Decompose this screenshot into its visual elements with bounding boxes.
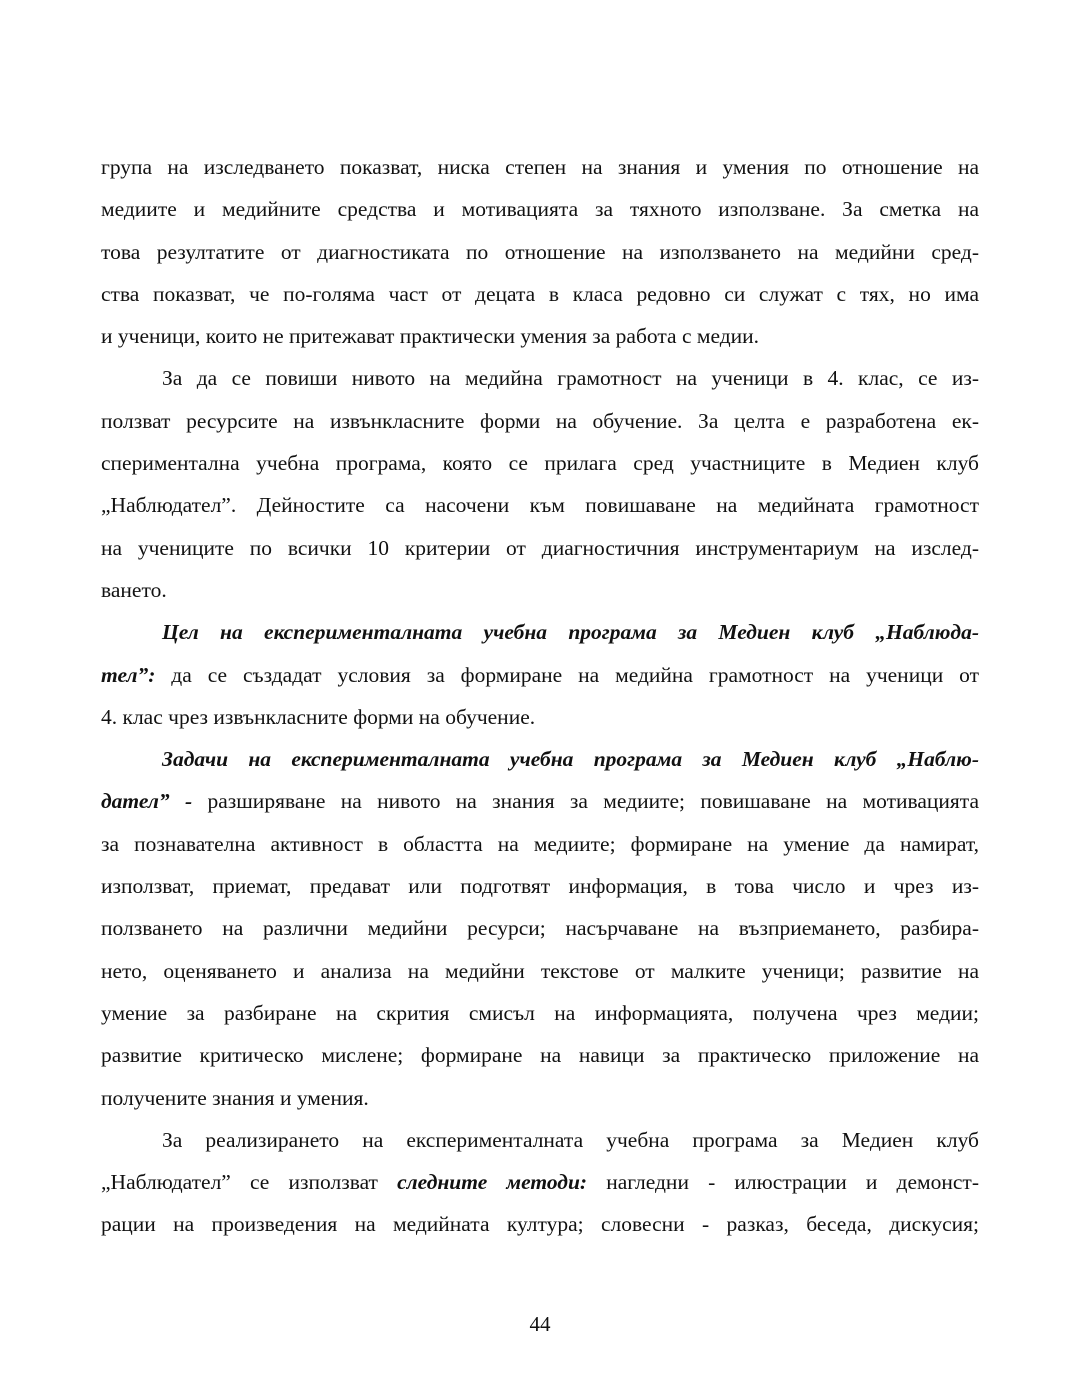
tasks-text: разширяване на нивото на знания за медиите; повишаване на мотивацията xyxy=(192,789,979,814)
goal-text: да се създадат условия за формиране на медийна грамотност на ученици от xyxy=(155,662,979,687)
paragraph-1-line-3: това резултатите от диагностиката по отношение на използването на медийни сред- xyxy=(101,239,979,264)
tasks-line-7: умение за разбиране на скрития смисъл на информацията, получена чрез медии; xyxy=(101,1000,979,1025)
tasks-line-6: нето, оценяването и анализа на медийни текстове от малките ученици; развитие на xyxy=(101,958,979,983)
tasks-line-4: използват, приемат, предават или подготвят информация, в това число и чрез из- xyxy=(101,874,979,899)
paragraph-1-line-1: група на изследването показват, ниска степен на знания и умения по отношение на xyxy=(101,155,979,179)
paragraph-1-line-5: и ученици, които не притежават практически умения за работа с медии. xyxy=(101,324,760,349)
paragraph-2-line-6: ването. xyxy=(101,577,167,602)
methods-line-3: рации на произведения на медийната култура; словесни - разказ, беседа, дискусия; xyxy=(101,1212,979,1237)
methods-line-1: За реализирането на експерименталната учебна програма за Медиен клуб xyxy=(162,1127,979,1152)
paragraph-2-line-5: на учениците по всички 10 критерии от диагностичния инструментариум на изслед- xyxy=(101,535,979,560)
tasks-heading-bold: Задачи на експерименталната учебна програма за Медиен клуб „Наблю- xyxy=(162,747,979,772)
tasks-line-5: ползването на различни медийни ресурси; насърчаване на възприемането, разбира- xyxy=(101,916,979,941)
methods-bold: следните методи: xyxy=(397,1170,588,1195)
goal-heading-line-1 xyxy=(101,611,979,653)
paragraph-2-line-1: За да се повиши нивото на медийна грамотност на ученици в 4. клас, се из- xyxy=(162,366,979,391)
paragraph-1-line-4: ства показват, че по-голяма част от децата в класа редовно си служат с тях, но има xyxy=(101,281,979,306)
goal-line-2 xyxy=(101,654,979,696)
page-number: 44 xyxy=(529,1312,551,1336)
tasks-line-9: получените знания и умения. xyxy=(101,1085,369,1110)
document-body xyxy=(101,146,979,1246)
goal-line-3: 4. клас чрез извънкласните форми на обучение. xyxy=(101,704,536,729)
goal-heading-bold-end: тел”: xyxy=(101,662,156,687)
paragraph-2-line-3: спериментална учебна програма, която се прилага сред участниците в Медиен клуб xyxy=(101,451,979,476)
tasks-line-3: за познавателна активност в областта на медиите; формиране на умение да намират, xyxy=(101,831,979,856)
methods-line-2 xyxy=(101,1161,979,1203)
tasks-heading-bold-end: дател” - xyxy=(101,789,193,814)
tasks-line-8: развитие критическо мислене; формиране на навици за практическо приложение на xyxy=(101,1043,979,1068)
tasks-heading-line-1 xyxy=(101,738,979,780)
paragraph-2-line-4: „Наблюдател”. Дейностите са насочени към повишаване на медийната грамотност xyxy=(101,493,979,518)
goal-heading-bold: Цел на експерименталната учебна програма за Медиен клуб „Наблюда- xyxy=(162,620,979,645)
paragraph-1-line-2: медиите и медийните средства и мотивацията за тяхното използване. За сметка на xyxy=(101,197,979,222)
paragraph-2-line-2: ползват ресурсите на извънкласните форми на обучение. За целта е разработена ек- xyxy=(101,408,979,433)
tasks-line-2 xyxy=(101,780,979,822)
methods-text-before: „Наблюдател” се използват xyxy=(101,1170,398,1195)
methods-text-after: нагледни - илюстрации и демонст- xyxy=(587,1170,979,1195)
